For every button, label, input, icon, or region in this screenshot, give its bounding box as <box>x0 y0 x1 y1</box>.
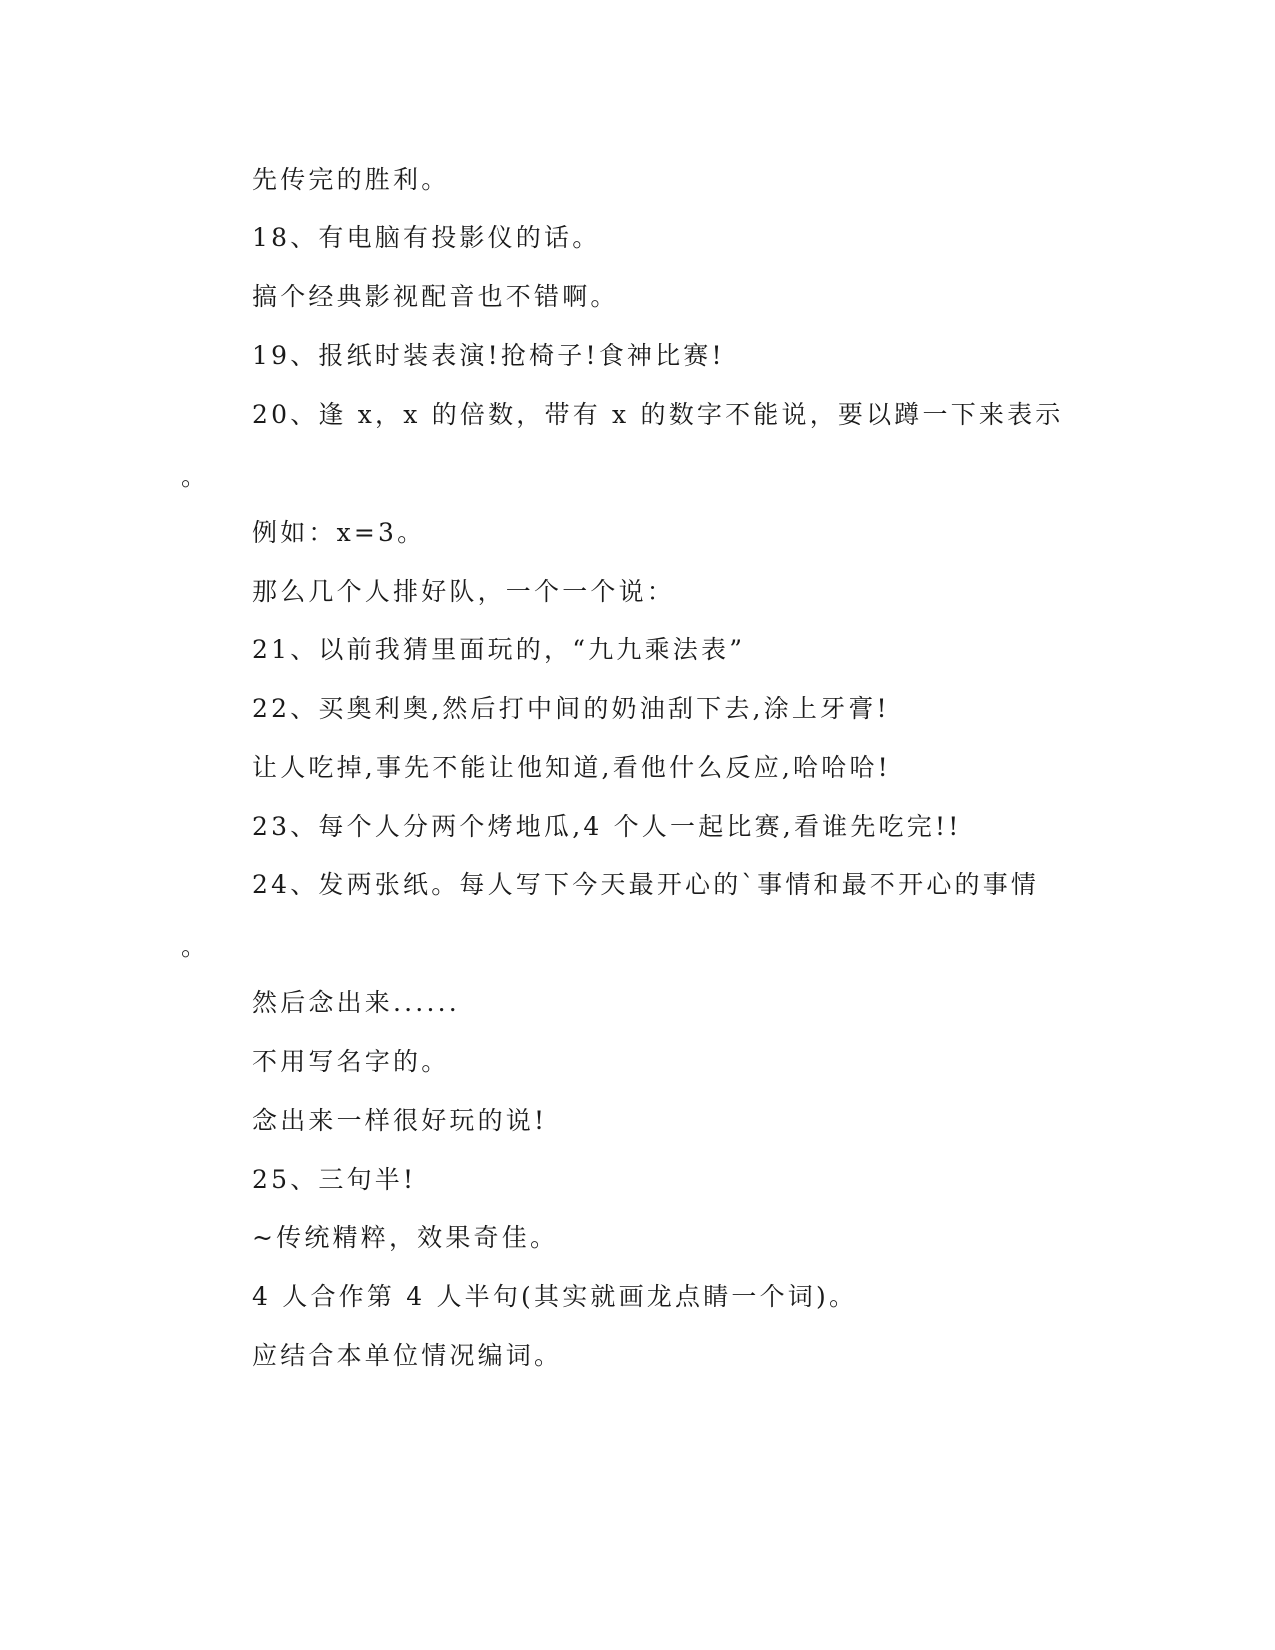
text-line: 念出来一样很好玩的说! <box>252 1106 548 1135</box>
text-line: 22、买奥利奥,然后打中间的奶油刮下去,涂上牙膏! <box>252 694 890 723</box>
text-line-continuation: 。 <box>181 462 210 491</box>
text-line: 让人吃掉,事先不能让他知道,看他什么反应,哈哈哈! <box>252 753 891 782</box>
text-line: 20、逢 x，x 的倍数，带有 x 的数字不能说，要以蹲一下来表示 <box>252 400 1064 429</box>
text-line: 21、以前我猜里面玩的，“九九乘法表” <box>252 635 746 664</box>
text-line: 那么几个人排好队，一个一个说： <box>252 577 676 606</box>
text-line: 先传完的胜利。 <box>252 165 450 194</box>
text-line: 24、发两张纸。每人写下今天最开心的`事情和最不开心的事情 <box>252 870 1040 899</box>
text-line-continuation: 。 <box>181 932 210 961</box>
text-line: 23、每个人分两个烤地瓜,4 个人一起比赛,看谁先吃完!! <box>252 812 962 841</box>
text-line: 19、报纸时装表演!抢椅子!食神比赛! <box>252 341 725 370</box>
text-line: 4 人合作第 4 人半句(其实就画龙点睛一个词)。 <box>252 1282 858 1311</box>
text-line: ~传统精粹，效果奇佳。 <box>252 1223 559 1252</box>
text-line: 应结合本单位情况编词。 <box>252 1341 563 1370</box>
text-line: 搞个经典影视配音也不错啊。 <box>252 282 619 311</box>
text-line: 25、三句半! <box>252 1165 417 1194</box>
text-line: 不用写名字的。 <box>252 1047 450 1076</box>
text-line: 例如：x=3。 <box>252 518 426 547</box>
text-line: 18、有电脑有投影仪的话。 <box>252 223 601 252</box>
text-line: 然后念出来...... <box>252 988 460 1017</box>
